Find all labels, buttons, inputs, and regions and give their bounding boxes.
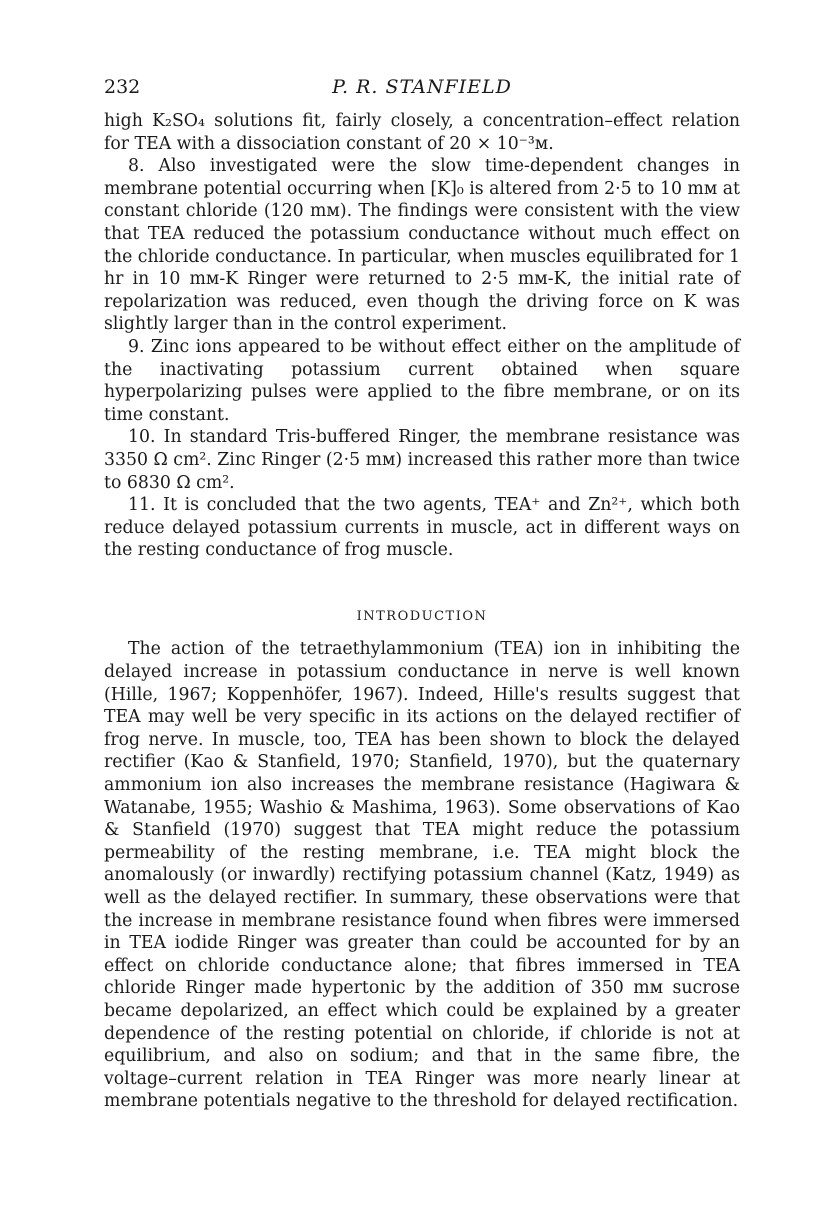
running-author: P. R. STANFIELD (332, 76, 512, 98)
summary-paragraph-7-continued: high K₂SO₄ solutions fit, fairly closely, a concentration–effect relation for TEA with a dissociation constant of 20 × 10⁻³ᴍ. (104, 111, 740, 154)
summary-paragraph-8: 8. Also investigated were the slow time-dependent changes in membrane potential occurring when [K]₀ is altered from 2·5 to 10 mᴍ at constant chloride (120 mᴍ). The findings were consistent with the view that TEA reduced the potassium conductance without much effect on the chloride conductance. In particular, when muscles equilibrated for 1 hr in 10 mᴍ-K Ringer were returned to 2·5 mᴍ-K, the initial rate of repolarization was reduced, even though the driving force on K was slightly larger than in the control experiment. (104, 156, 740, 335)
summary-paragraph-10: 10. In standard Tris-buffered Ringer, the membrane resistance was 3350 Ω cm². Zinc Ringer (2·5 mᴍ) increased this rather more than twice to 6830 Ω cm². (104, 427, 740, 493)
summary-paragraph-9: 9. Zinc ions appeared to be without effect either on the amplitude of the inactivating potassium current obtained when square hyperpolarizing pulses were applied to the fibre membrane, or on its time constant. (104, 336, 740, 425)
summary-paragraph-11: 11. It is concluded that the two agents, TEA⁺ and Zn²⁺, which both reduce delayed potassium currents in muscle, act in different ways on the resting conductance of frog muscle. (104, 495, 740, 561)
running-header (104, 76, 740, 104)
introduction-heading: INTRODUCTION (356, 608, 488, 624)
page-number: 232 (104, 76, 141, 98)
introduction-paragraph: The action of the tetraethylammonium (TEA) ion in inhibiting the delayed increase in potassium conductance in nerve is well known (Hille, 1967; Koppenhöfer, 1967). Indeed, Hille's results suggest that TEA may well be very specific in its actions on the delayed rectifier of frog nerve. In muscle, too, TEA has been shown to block the delayed rectifier (Kao & Stanfield, 1970; Stanfield, 1970), but the quaternary ammonium ion also increases the membrane resistance (Hagiwara & Watanabe, 1955; Washio & Mashima, 1963). Some observations of Kao & Stanfield (1970) suggest that TEA might reduce the potassium permeability of the resting membrane, i.e. TEA might block the anomalously (or inwardly) rectifying potassium channel (Katz, 1949) as well as the delayed rectifier. In summary, these observations were that the increase in membrane resistance found when fibres were immersed in TEA iodide Ringer was greater than could be accounted for by an effect on chloride conductance alone; that fibres immersed in TEA chloride Ringer made hypertonic by the addition of 350 mᴍ sucrose became depolarized, an effect which could be explained by a greater dependence of the resting potential on chloride, if chloride is not at equilibrium, and also on sodium; and that in the same fibre, the voltage–current relation in TEA Ringer was more nearly linear at membrane potentials negative to the threshold for delayed rectification. (104, 639, 740, 1112)
article-body (104, 110, 740, 1113)
